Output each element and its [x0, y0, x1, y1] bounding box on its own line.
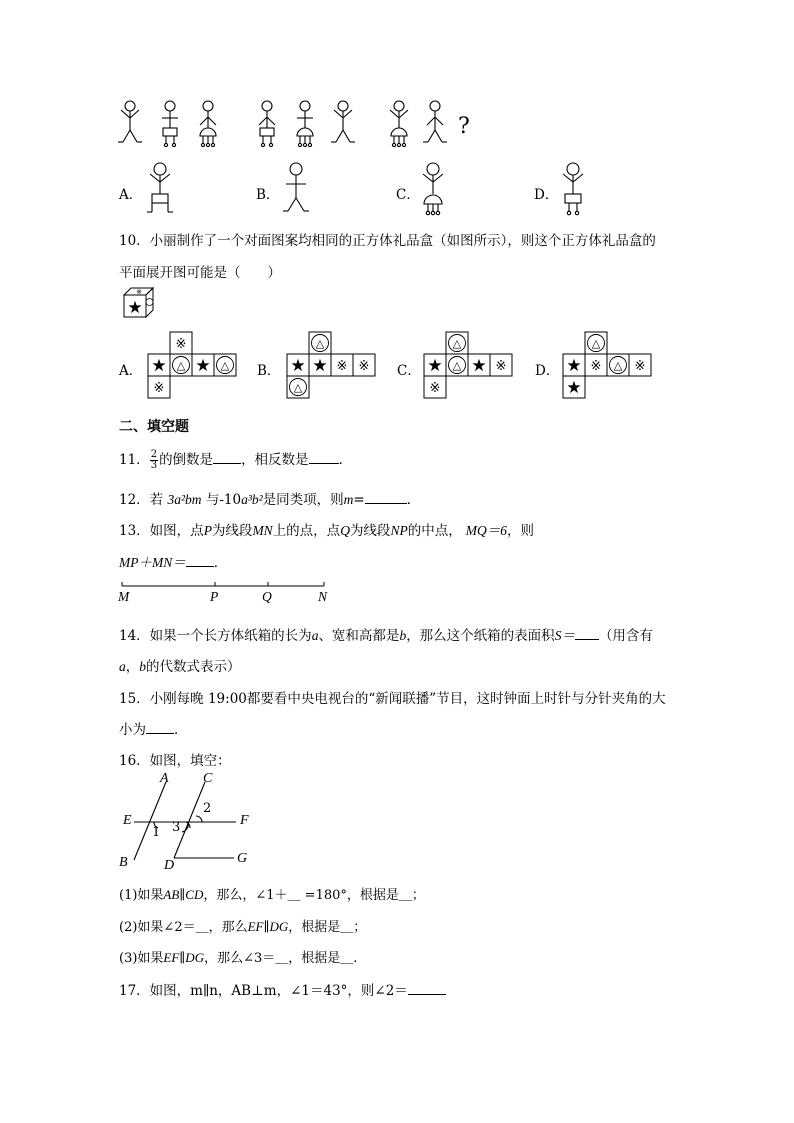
q12-text3: 是同类项，则: [262, 492, 344, 508]
q16-l1-expr: AB∥CD: [163, 887, 204, 902]
q11-frac-den: 3: [150, 460, 158, 471]
q12-blank[interactable]: [365, 491, 407, 504]
q16-label-a: A: [160, 771, 169, 786]
q14-text4: （用含有: [598, 628, 653, 644]
q14-line2-b: b: [139, 659, 146, 674]
q13-q: Q: [340, 523, 350, 538]
q13-p: P: [203, 523, 212, 538]
option-c-figure: [423, 163, 443, 215]
svg-text:★: ★: [127, 298, 143, 318]
q16-label-c: C: [203, 771, 213, 786]
q10-nets-figure: [0, 330, 794, 406]
q10-cube-figure: [122, 286, 156, 320]
star-icon: ★: [195, 356, 211, 376]
q12-expr2: a³b²: [241, 492, 263, 507]
q9-option-a-label[interactable]: A．: [119, 187, 143, 203]
q13-text6: ，则: [506, 523, 534, 539]
q16-label-g: G: [237, 851, 248, 866]
q12-line: [119, 488, 420, 508]
triangle-icon: △: [452, 337, 462, 350]
q16-l3: (3)如果: [119, 951, 164, 966]
q16-label-f: F: [240, 813, 249, 828]
q9-option-b-label[interactable]: B．: [256, 187, 280, 203]
q16-l2-expr: ∠2＝＿: [163, 920, 209, 935]
star-icon: ★: [471, 356, 487, 376]
q15-end: ．: [174, 722, 188, 738]
q9-option-c-label[interactable]: C．: [396, 187, 420, 203]
triangle-icon: △: [220, 359, 230, 372]
q9-options-figures: [0, 160, 794, 220]
q9-sequence-figure: [115, 100, 485, 160]
stick-figure-5: [297, 101, 313, 147]
q13-text3: 上的点，点: [272, 523, 341, 539]
q14-text1: 14．如果一个长方体纸箱的长为: [119, 628, 312, 644]
stick-figure-6: [331, 101, 355, 142]
q13-mn: MN: [252, 523, 273, 538]
option-a-figure: [147, 163, 173, 212]
q16-label-b: B: [119, 855, 128, 870]
q10-line1: 10．小丽制作了一个对面图案均相同的正方体礼品盒（如图所示），则这个正方体礼品盒的: [119, 233, 656, 249]
q9-option-d-label[interactable]: D．: [534, 187, 559, 203]
q11-line: [119, 448, 352, 471]
q16-l3-rest: ，那么∠3＝＿，根据是＿.: [204, 951, 358, 966]
q12-var: m: [343, 492, 354, 507]
triangle-icon: △: [613, 359, 623, 372]
q14-b: b: [399, 628, 407, 643]
q16-l1-rest: ，那么，∠1＋＿ =180°，根据是＿；: [203, 888, 425, 903]
q11-end: ．: [338, 452, 353, 468]
star-icon: ★: [566, 356, 582, 376]
q16-label-e: E: [123, 813, 132, 828]
q17-blank[interactable]: [408, 982, 446, 995]
q15-line2: [119, 718, 188, 738]
q14-a: a: [311, 628, 319, 643]
triangle-icon: △: [315, 337, 325, 350]
q14-text2: 、宽和高都是: [318, 628, 400, 644]
q13-label-q: Q: [262, 589, 272, 604]
q13-text4: 为线段: [349, 523, 391, 539]
q12-text2: 与-10: [201, 492, 242, 508]
q16-item-2: [119, 916, 366, 935]
q17-line: [119, 979, 446, 999]
q13-np: NP: [390, 523, 408, 538]
star-icon: ★: [151, 356, 167, 376]
q10-option-c-label[interactable]: C．: [397, 363, 421, 379]
triangle-icon: △: [452, 359, 462, 372]
q13-line2: [119, 551, 227, 571]
q11-number: 11．: [119, 452, 150, 468]
q13-text5: 的中点，: [407, 523, 462, 539]
q11-blank-2[interactable]: [309, 451, 339, 464]
q16-item-3: [119, 947, 357, 966]
q10-option-a-label[interactable]: A．: [119, 363, 143, 379]
stick-figure-1: [118, 101, 142, 142]
q13-end: ．: [213, 555, 228, 571]
q13-label-p: P: [210, 589, 219, 604]
q12-text4: =: [353, 492, 365, 508]
q11-text2: ，相反数是: [241, 452, 309, 468]
q14-line1: [119, 624, 653, 644]
triangle-icon: △: [176, 359, 186, 372]
q14-line2-a: a: [119, 659, 126, 674]
cross-mark-icon: ※: [358, 359, 370, 374]
q13-segment-figure: [118, 580, 338, 606]
cross-mark-icon: ※: [495, 359, 507, 374]
option-b-figure: [283, 163, 309, 211]
q12-end: ．: [406, 492, 421, 508]
section-heading: 二、填空题: [119, 419, 189, 435]
q10-option-d-label[interactable]: D．: [535, 363, 560, 379]
q10-option-b-label[interactable]: B．: [257, 363, 281, 379]
q14-line2-sep: ，: [125, 659, 140, 675]
cross-mark-icon: ※: [429, 381, 441, 396]
q13-text2: 为线段: [211, 523, 253, 539]
q15-text: 小为: [119, 722, 146, 738]
q16-l2: (2)如果: [119, 920, 164, 935]
q10-line2: 平面展开图可能是（ ）: [119, 265, 281, 281]
svg-text:※: ※: [136, 288, 142, 296]
q17-text: 17．如图，m∥n，AB⊥m，∠1＝43°，则∠2＝: [119, 983, 408, 999]
cross-mark-icon: ※: [590, 359, 602, 374]
q15-line1: 15．小刚每晚 19:00都要看中央电视台的“新闻联播”节目，这时钟面上时针与分针夹角的大: [119, 691, 666, 707]
cross-mark-icon: ※: [175, 337, 187, 352]
q12-expr1: 3a²bm: [167, 492, 202, 507]
q13-label-m: M: [118, 589, 130, 604]
q14-blank[interactable]: [575, 627, 599, 640]
cross-mark-icon: ※: [336, 359, 348, 374]
q13-line1: [119, 519, 534, 539]
q11-blank-1[interactable]: [213, 451, 241, 464]
stick-figure-3: [200, 101, 216, 147]
q11-text1: 的倒数是: [159, 452, 214, 468]
stick-figure-2: [162, 101, 178, 147]
q16-title: 16．如图，填空：: [119, 753, 231, 769]
q16-l1: (1)如果: [119, 888, 164, 903]
stick-figure-4: [259, 101, 275, 147]
q14-line2: [119, 655, 241, 675]
q11-frac-num: 2: [150, 449, 158, 460]
stick-figure-7: [390, 101, 408, 147]
q13-expr: MP＋MN＝: [119, 555, 186, 570]
q14-line2-rest: 的代数式表示）: [146, 659, 241, 675]
star-icon: ★: [312, 356, 328, 376]
q15-blank[interactable]: [146, 721, 174, 734]
q16-label-3: 3: [172, 820, 181, 835]
cross-mark-icon: ※: [153, 381, 165, 396]
q13-label-n: N: [318, 589, 328, 604]
stick-figure-8: [423, 101, 447, 142]
q14-text3: ，那么这个纸箱的表面积: [406, 628, 555, 644]
cross-mark-icon: ※: [634, 359, 646, 374]
q16-l2-rest2: ，根据是＿；: [288, 920, 367, 935]
q16-l2-rest: ，那么: [208, 920, 248, 935]
option-d-figure: [563, 163, 583, 215]
q9-question-mark: ?: [458, 114, 470, 139]
q16-l3-expr: EF∥DG: [163, 950, 205, 965]
star-icon: ★: [290, 356, 306, 376]
q16-l2-expr2: EF∥DG: [247, 919, 289, 934]
q13-text1: 13．如图，点: [119, 523, 204, 539]
star-icon: ★: [427, 356, 443, 376]
q14-s: S＝: [554, 628, 575, 643]
triangle-icon: △: [591, 337, 601, 350]
q11-fraction: [150, 450, 158, 471]
q16-item-1: [119, 884, 425, 903]
q16-label-1: 1: [152, 825, 161, 840]
q16-label-d: D: [164, 858, 175, 873]
q13-cond: MQ＝6: [465, 523, 507, 538]
star-icon: ★: [566, 378, 582, 398]
q13-blank[interactable]: [186, 554, 214, 567]
q16-label-2: 2: [203, 801, 212, 816]
q12-text1: 12．若: [119, 492, 168, 508]
triangle-icon: △: [293, 381, 303, 394]
